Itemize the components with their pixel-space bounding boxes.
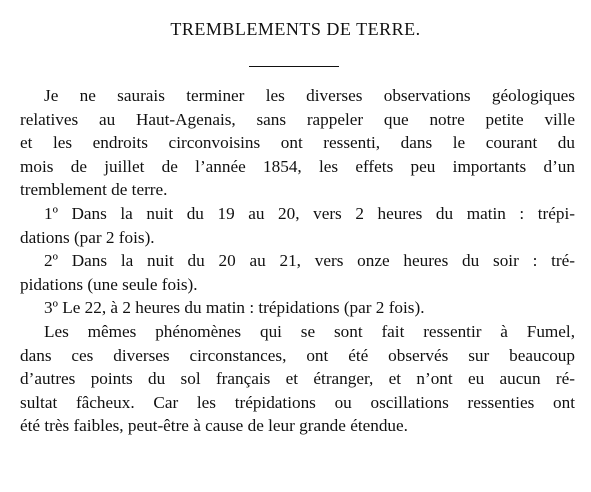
text-line: dans ces diverses circonstances, ont été observés sur beaucoup	[20, 345, 575, 365]
page-title: TREMBLEMENTS DE TERRE.	[170, 19, 421, 39]
text-line: 2º Dans la nuit du 20 au 21, vers onze heures du soir : tré-	[44, 251, 575, 271]
text-line: d’autres points du sol français et étranger, et n’ont eu aucun ré-	[20, 369, 575, 389]
text-line: Les mêmes phénomènes qui se sont fait ressentir à Fumel,	[44, 321, 575, 341]
body-text	[20, 84, 575, 438]
text-line: pidations (une seule fois).	[20, 274, 198, 294]
text-line: 3º Le 22, à 2 heures du matin : trépidations (par 2 fois).	[44, 298, 425, 318]
text-line: et les endroits circonvoisins ont ressenti, dans le courant du	[20, 133, 575, 153]
title-divider	[249, 66, 339, 67]
text-line: été très faibles, peut-être à cause de leur grande étendue.	[20, 416, 408, 436]
text-line: 1º Dans la nuit du 19 au 20, vers 2 heures du matin : trépi-	[44, 203, 575, 223]
text-line: tremblement de terre.	[20, 180, 168, 200]
text-line: relatives au Haut-Agenais, sans rappeler que notre petite ville	[20, 109, 575, 129]
text-line: sultat fâcheux. Car les trépidations ou oscillations ressenties ont	[20, 392, 575, 412]
text-line: dations (par 2 fois).	[20, 227, 155, 247]
text-line: Je ne saurais terminer les diverses observations géologiques	[44, 86, 575, 105]
text-line: mois de juillet de l’année 1854, les effets peu importants d’un	[20, 156, 575, 176]
